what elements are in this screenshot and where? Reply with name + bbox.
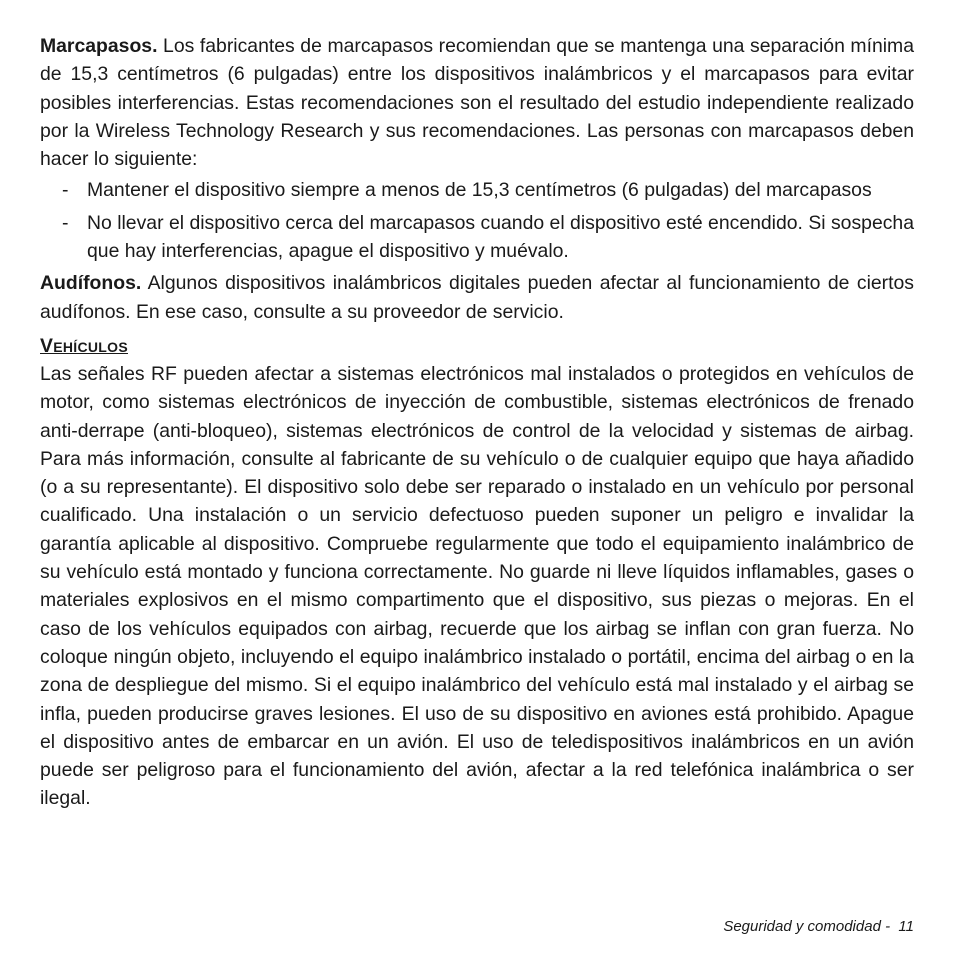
bullet-text: No llevar el dispositivo cerca del marcapasos cuando el dispositivo esté encendido. Si sospecha que hay interferencias, apague el dispositivo y muévalo. xyxy=(87,211,914,263)
bullet-dash: - xyxy=(62,179,69,202)
marcapasos-paragraph xyxy=(40,32,914,173)
audifonos-lead: Audífonos. xyxy=(40,272,142,295)
list-item xyxy=(40,176,914,204)
section-heading-vehiculos: Vehículos xyxy=(40,334,128,357)
bullet-text: Mantener el dispositivo siempre a menos de 15,3 centímetros (6 pulgadas) del marcapasos xyxy=(87,179,872,202)
footer-section-title: Seguridad y comodidad - xyxy=(723,918,891,935)
audifonos-text: Algunos dispositivos inalámbricos digitales pueden afectar al funcionamiento de ciertos audífonos. En ese caso, consulte a su proveedor de servicio. xyxy=(40,272,914,323)
bullet-dash: - xyxy=(62,211,69,234)
vehiculos-paragraph: Las señales RF pueden afectar a sistemas electrónicos mal instalados o protegidos en vehículos de motor, como sistemas electrónicos de inyección de combustible, sistemas electrónicos de frenado anti-derrape (anti-bloqueo), sistemas electrónicos de control de la velocidad y sistemas de airbag. Para más información, consulte al fabricante de su vehículo o de cualquier equipo que haya añadido (o a su representante). El dispositivo solo debe ser reparado o instalado en un vehículo por personal cualificado. Una instalación o un servicio defectuoso pueden suponer un peligro e invalidar la garantía aplicable al dispositivo. Compruebe regularmente que todo el equipamiento inalámbrico de su vehículo está montado y funciona correctamente. No guarde ni lleve líquidos inflamables, gases o materiales explosivos en el mismo compartimento que el dispositivo, sus piezas o mejoras. En el caso de los vehículos equipados con airbag, recuerde que los airbag se inflan con gran fuerza. No coloque ningún objeto, incluyendo el equipo inalámbrico instalado o portátil, encima del airbag o en la zona de despliegue del mismo. Si el equipo inalámbrico del vehículo está mal instalado y el airbag se infla, pueden producirse graves lesiones. El uso de su dispositivo en aviones está prohibido. Apague el dispositivo antes de embarcar en un avión. El uso de teledispositivos inalámbricos en un avión puede ser peligroso para el funcionamiento del avión, afectar a la red telefónica inalámbrica o ser ilegal. xyxy=(40,362,914,810)
marcapasos-lead: Marcapasos. xyxy=(40,35,158,57)
document-page xyxy=(40,32,914,813)
page-footer xyxy=(723,918,914,935)
page-number: 11 xyxy=(898,918,914,935)
marcapasos-bullet-list xyxy=(40,176,914,265)
audifonos-paragraph xyxy=(40,269,914,326)
list-item xyxy=(40,209,914,266)
marcapasos-text: Los fabricantes de marcapasos recomiendan que se mantenga una separación mínima de 15,3 centímetros (6 pulgadas) entre los dispositivos inalámbricos y el marcapasos para evitar posibles interferencias. Estas recomendaciones son el resultado del estudio independiente realizado por la Wireless Technology Research y sus recomendaciones. Las personas con marcapasos deben hacer lo siguiente: xyxy=(40,35,914,171)
